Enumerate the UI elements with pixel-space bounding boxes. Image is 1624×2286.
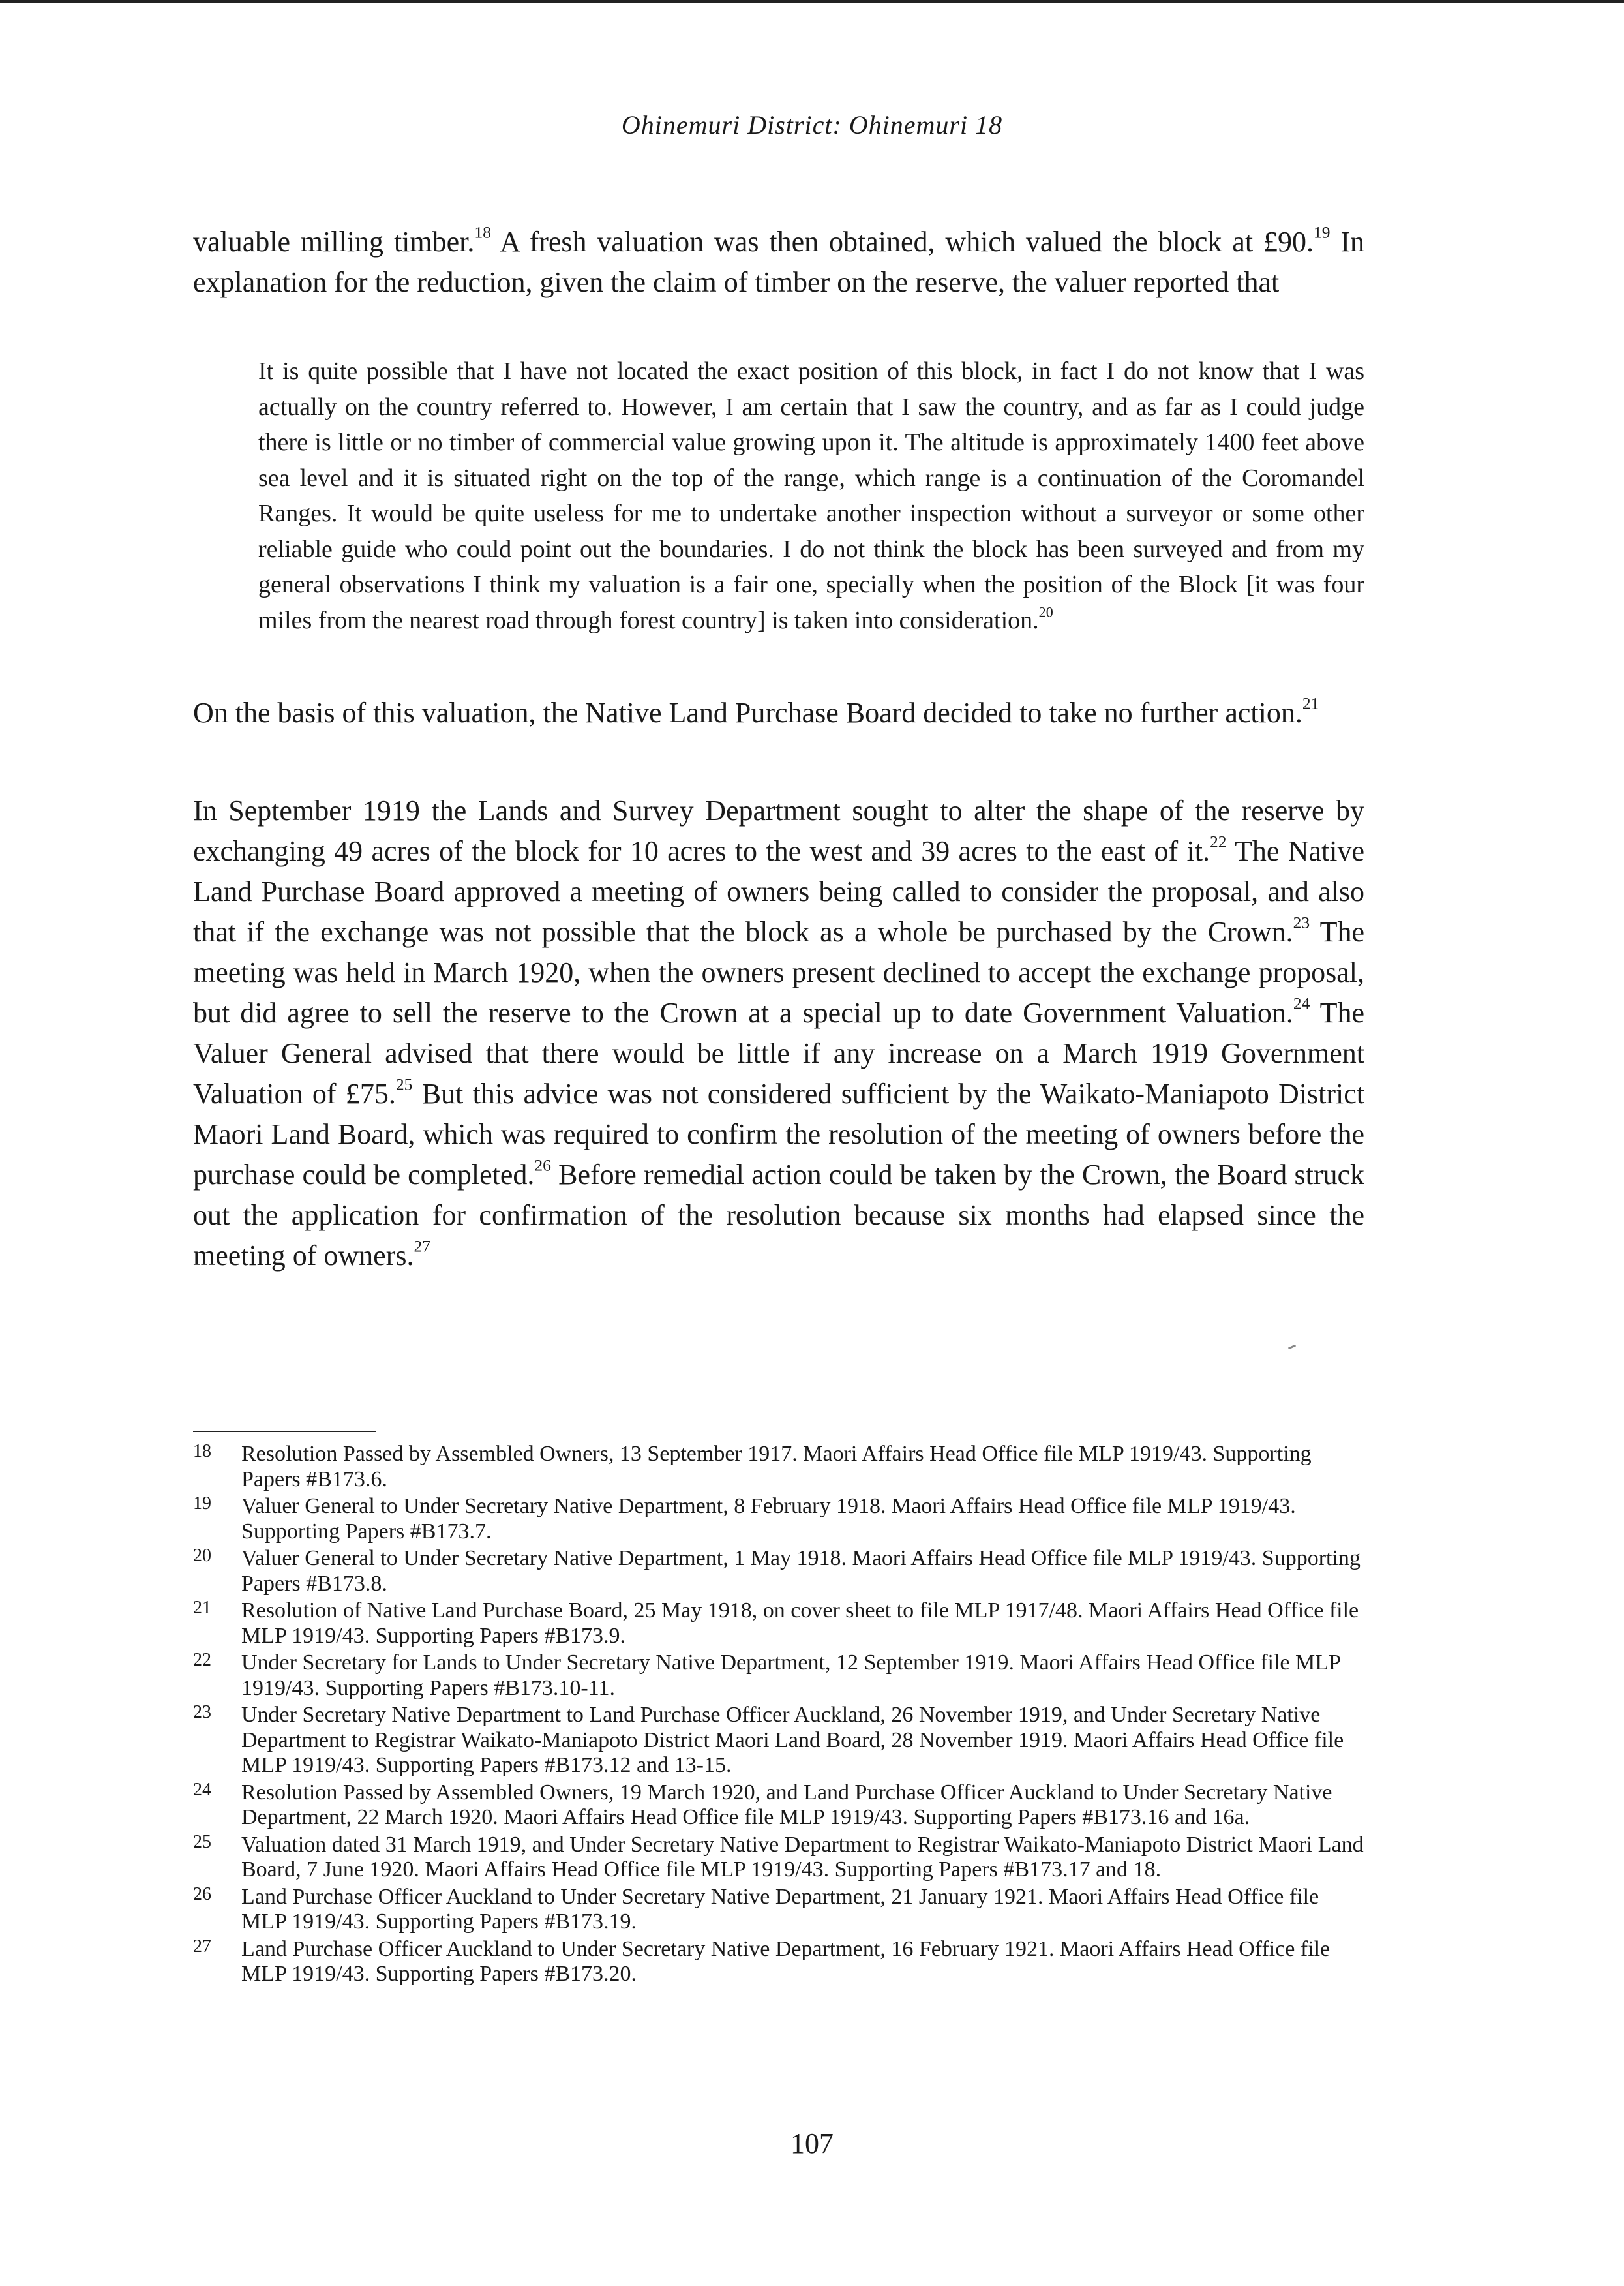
page-number: 107: [790, 2127, 834, 2159]
footnote-number: 18: [193, 1441, 211, 1461]
footnote-text: Valuer General to Under Secretary Native Department, 8 February 1918. Maori Affairs Head Office file MLP 1919/43. Supporting Papers #B173.7.: [241, 1494, 1296, 1544]
text-run: The meeting was held in March 1920, when the owners present declined to accept the exchange proposal, but did agree to sell the reserve to the Crown at a special up to date Government Valuation.: [193, 916, 1364, 1029]
paragraph-1: [193, 222, 1364, 303]
paragraph-3: [193, 791, 1364, 1276]
footnote-text: Valuation dated 31 March 1919, and Under Secretary Native Department to Registrar Waikato-Maniapoto District Maori Land Board, 7 June 1920. Maori Affairs Head Office file MLP 1919/43. Supporting Papers #B173.17 and 18.: [241, 1832, 1364, 1882]
footnote-number: 22: [193, 1650, 211, 1670]
stray-mark: [1288, 1345, 1296, 1350]
footnote-ref: 25: [395, 1074, 413, 1094]
footnote-25: [193, 1833, 1364, 1883]
footnote-ref: 24: [1293, 994, 1310, 1013]
footnote-text: Land Purchase Officer Auckland to Under Secretary Native Department, 16 February 1921. Maori Affairs Head Office file MLP 1919/43. Supporting Papers #B173.20.: [241, 1936, 1331, 1986]
text-run: The Native Land Purchase Board approved a meeting of owners being called to consider the proposal, and also that if the exchange was not possible that the block as a whole be purchased by the Crown.: [193, 835, 1364, 948]
footnote-number: 24: [193, 1779, 211, 1800]
footnote-text: Land Purchase Officer Auckland to Under Secretary Native Department, 21 January 1921. Maori Affairs Head Office file MLP 1919/43. Supporting Papers #B173.19.: [241, 1884, 1319, 1934]
footnote-text: Resolution of Native Land Purchase Board, 25 May 1918, on cover sheet to file MLP 1917/48. Maori Affairs Head Office file MLP 1919/43. Supporting Papers #B173.9.: [241, 1598, 1359, 1648]
footnote-ref: 20: [1038, 603, 1053, 620]
footnote-text: Resolution Passed by Assembled Owners, 13 September 1917. Maori Affairs Head Office file MLP 1919/43. Supporting Papers #B173.6.: [241, 1442, 1312, 1491]
footnote-text: Valuer General to Under Secretary Native Department, 1 May 1918. Maori Affairs Head Office file MLP 1919/43. Supporting Papers #B173.8.: [241, 1546, 1361, 1596]
text-run: valuable milling timber.: [193, 226, 475, 258]
footnote-ref: 22: [1209, 832, 1227, 851]
footnote-27: [193, 1937, 1364, 1987]
footnote-ref: 23: [1293, 913, 1310, 932]
footnote-23: [193, 1703, 1364, 1778]
footnote-ref: 18: [474, 222, 491, 242]
text-run: A fresh valuation was then obtained, which valued the block at £90.: [490, 226, 1314, 258]
footnote-rule: [193, 1431, 376, 1432]
text-run: It is quite possible that I have not located the exact position of this block, in fact I do not know that I was actually on the country referred to. However, I am certain that I saw the country, and as far as I could judge there is little or no timber of commercial value growing upon it. The altitude is approximately 1400 feet above sea level and it is situated right on the top of the range, which range is a continuation of the Coromandel Ranges. It would be quite useless for me to undertake another inspection without a surveyor or some other reliable guide who could point out the boundaries. I do not think the block has been surveyed and from my general observations I think my valuation is a fair one, specially when the position of the Block [it was four miles from the nearest road through forest country] is taken into consideration.: [258, 358, 1364, 634]
footnote-22: [193, 1651, 1364, 1701]
running-head: Ohinemuri District: Ohinemuri 18: [621, 110, 1003, 140]
footnote-number: 21: [193, 1598, 211, 1618]
footnote-ref: 27: [414, 1236, 430, 1256]
footnote-number: 23: [193, 1702, 211, 1722]
footnote-text: Under Secretary for Lands to Under Secretary Native Department, 12 September 1919. Maori Affairs Head Office file MLP 1919/43. Supporting Papers #B173.10-11.: [241, 1651, 1340, 1700]
footnote-19: [193, 1494, 1364, 1544]
block-quote: [258, 354, 1364, 638]
footnote-24: [193, 1780, 1364, 1831]
text-run: But this advice was not considered sufficient by the Waikato-Maniapoto District Maori Land Board, which was required to confirm the resolution of the meeting of owners before the purchase could be completed.: [193, 1078, 1364, 1191]
footnote-number: 25: [193, 1831, 211, 1852]
footnote-20: [193, 1546, 1364, 1596]
text-run: In explanation for the reduction, given the claim of timber on the reserve, the valuer reported that: [193, 226, 1365, 298]
top-rule: [0, 0, 1624, 3]
text-run: In September 1919 the Lands and Survey Department sought to alter the shape of the reserve by exchanging 49 acres of the block for 10 acres to the west and 39 acres to the east of it.: [193, 795, 1364, 867]
footnote-number: 19: [193, 1493, 211, 1514]
text-run: Before remedial action could be taken by the Crown, the Board struck out the application for confirmation of the resolution because six months had elapsed since the meeting of owners.: [193, 1159, 1364, 1272]
text-run: The Valuer General advised that there would be little if any increase on a March 1919 Government Valuation of £75.: [193, 997, 1364, 1110]
footnote-ref: 19: [1313, 222, 1331, 242]
footnote-number: 26: [193, 1883, 211, 1904]
footnote-text: Under Secretary Native Department to Land Purchase Officer Auckland, 26 November 1919, and Under Secretary Native Department to Registrar Waikato-Maniapoto District Maori Land Board, 28 November 1919. Maori Affairs Head Office file MLP 1919/43. Supporting Papers #B173.12 and 13-15.: [241, 1703, 1344, 1777]
footnote-ref: 26: [534, 1155, 551, 1175]
footnote-text: Resolution Passed by Assembled Owners, 19 March 1920, and Land Purchase Officer Auckland to Under Secretary Native Department, 22 March 1920. Maori Affairs Head Office file MLP 1919/43. Supporting Papers #B173.16 and 16a.: [241, 1780, 1332, 1829]
footnote-18: [193, 1442, 1364, 1492]
footnotes: [193, 1442, 1364, 1989]
text-run: On the basis of this valuation, the Native Land Purchase Board decided to take no further action.: [193, 697, 1302, 729]
footnote-21: [193, 1598, 1364, 1649]
footnote-26: [193, 1885, 1364, 1935]
paragraph-2: [193, 693, 1364, 733]
footnote-ref: 21: [1302, 693, 1319, 713]
footnote-number: 20: [193, 1546, 211, 1566]
footnote-number: 27: [193, 1936, 211, 1957]
